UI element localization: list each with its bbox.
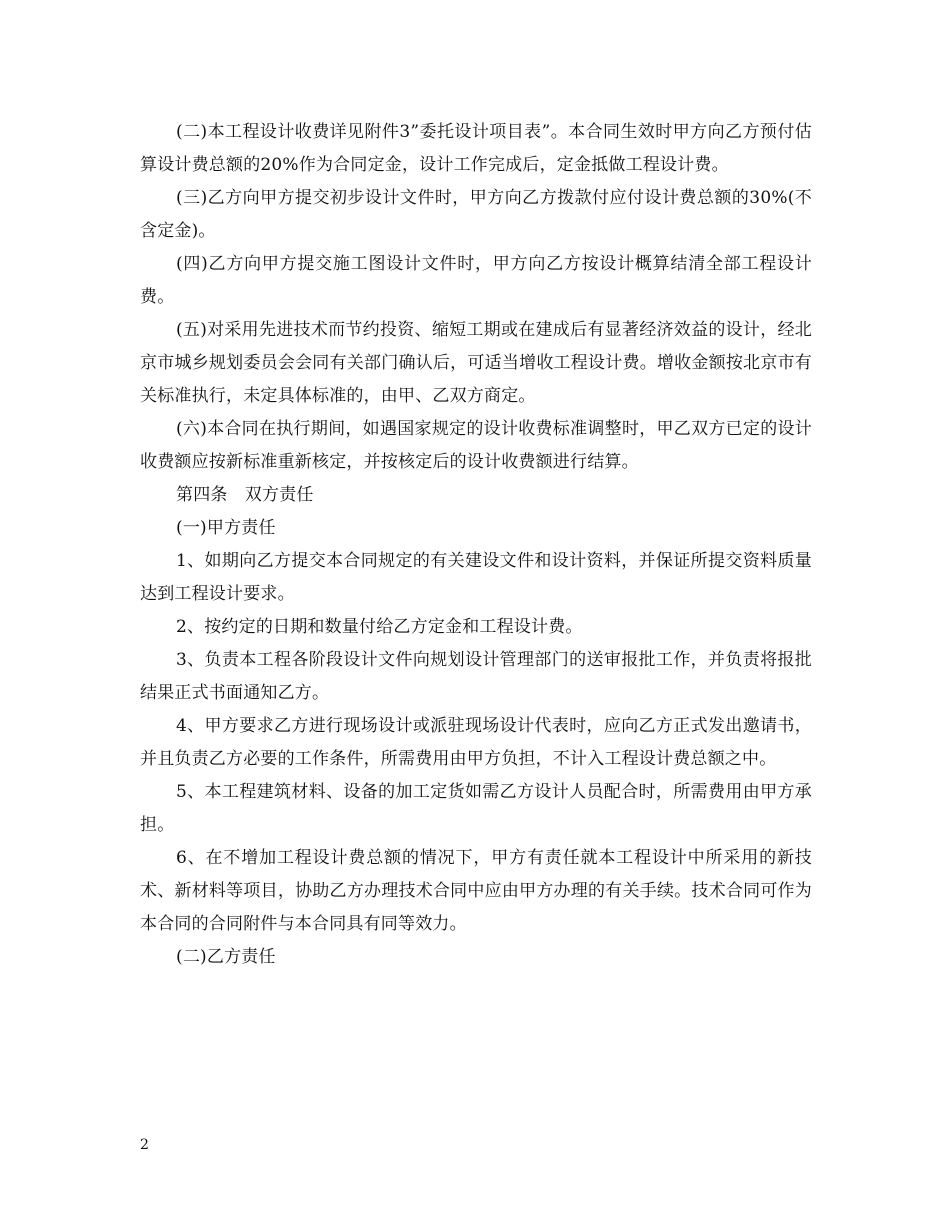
page-number: 2 (140, 1137, 149, 1153)
paragraph-final-payment: (四)乙方向甲方提交施工图设计文件时，甲方向乙方按设计概算结清全部工程设计费。 (140, 254, 812, 307)
paragraph-fee-adjustment: (六)本合同在执行期间，如遇国家规定的设计收费标准调整时，甲乙双方已定的设计收费额应按新标准重新核定，并按核定后的设计收费额进行结算。 (140, 419, 812, 472)
party-a-item-2: 2、按约定的日期和数量付给乙方定金和工程设计费。 (176, 617, 583, 637)
party-b-heading: (二)乙方责任 (176, 947, 276, 967)
party-a-item-1: 1、如期向乙方提交本合同规定的有关建设文件和设计资料，并保证所提交资料质量达到工程设计要求。 (140, 551, 812, 604)
paragraph-additional-fee: (五)对采用先进技术而节约投资、缩短工期或在建成后有显著经济效益的设计，经北京市城乡规划委员会会同有关部门确认后，可适当增收工程设计费。增收金额按北京市有关标准执行，未定具体标准的，由甲、乙双方商定。 (140, 320, 812, 406)
article-four-heading: 第四条 双方责任 (176, 485, 314, 505)
party-a-item-3: 3、负责本工程各阶段设计文件向规划设计管理部门的送审报批工作，并负责将报批结果正式书面通知乙方。 (140, 650, 812, 703)
paragraph-fee-details: (二)本工程设计收费详见附件3”委托设计项目表”。本合同生效时甲方向乙方预付估算设计费总额的20%作为合同定金，设计工作完成后，定金抵做工程设计费。 (140, 122, 812, 175)
document-body (140, 116, 812, 974)
party-a-item-5: 5、本工程建筑材料、设备的加工定货如需乙方设计人员配合时，所需费用由甲方承担。 (140, 782, 812, 835)
paragraph-preliminary-payment: (三)乙方向甲方提交初步设计文件时，甲方向乙方拨款付应付设计费总额的30%(不含定金)。 (140, 188, 812, 241)
party-a-item-4: 4、甲方要求乙方进行现场设计或派驻现场设计代表时，应向乙方正式发出邀请书，并且负责乙方必要的工作条件，所需费用由甲方负担，不计入工程设计费总额之中。 (140, 716, 812, 769)
party-a-heading: (一)甲方责任 (176, 518, 276, 538)
party-a-item-6: 6、在不增加工程设计费总额的情况下，甲方有责任就本工程设计中所采用的新技术、新材料等项目，协助乙方办理技术合同中应由甲方办理的有关手续。技术合同可作为本合同的合同附件与本合同具有同等效力。 (140, 848, 812, 934)
